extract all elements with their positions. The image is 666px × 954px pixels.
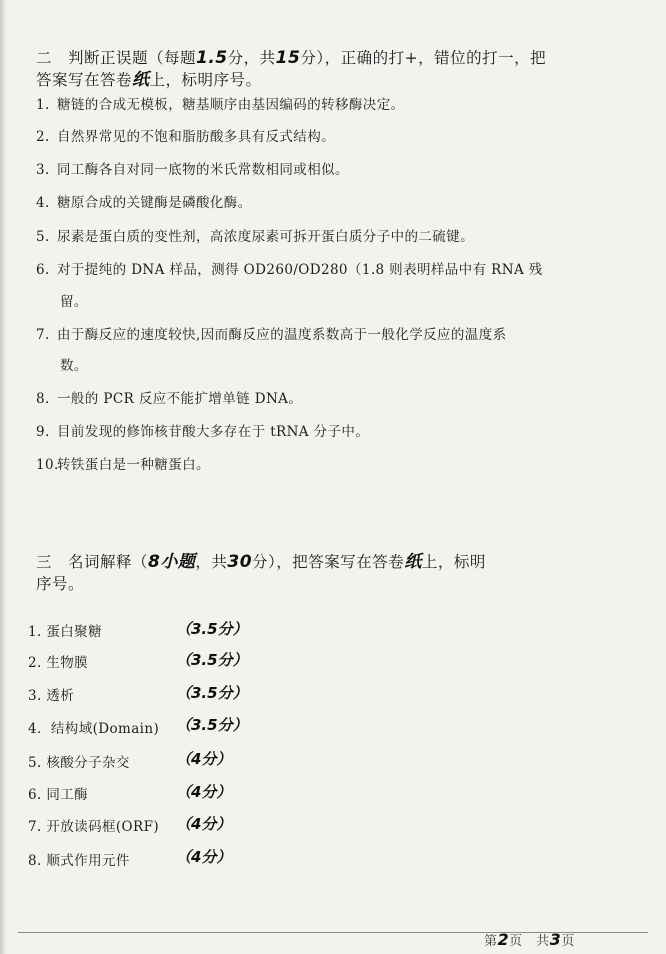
section2-total-score: 15 <box>275 48 301 68</box>
item-text: 糖原合成的关键酶是磷酸化酶。 <box>57 195 252 211</box>
section3-heading <box>36 550 576 574</box>
tf-item-7-continuation: 数。 <box>60 358 88 374</box>
term-item-8: 8. 顺式作用元件 <box>28 853 130 869</box>
term-item-7: 7. 开放读码框(ORF) <box>28 819 160 835</box>
scan-edge-shadow <box>0 0 6 954</box>
item-text: 对于提纯的 DNA 样品，测得 OD260/OD280（1.8 则表明样品中有 RNA 残 <box>57 262 543 278</box>
section2-handwritten-paper: 纸 <box>132 70 150 90</box>
section2-per-score: 1.5 <box>196 48 228 68</box>
term-score-8: （4分） <box>176 848 232 866</box>
page-number: 2 <box>497 930 510 949</box>
page-total: 3 <box>549 930 562 949</box>
term-item-1: 1. 蛋白聚糖 <box>28 624 102 640</box>
item-number: 2. <box>36 129 50 145</box>
item-number: 9. <box>36 424 50 440</box>
tf-item-10 <box>36 454 556 476</box>
section2-title-line2-text-1: 答案写在答卷 <box>36 71 133 89</box>
section3-total-score: 30 <box>227 552 253 572</box>
section3-heading-line2: 序号。 <box>36 575 85 593</box>
section3-title-text-4: 上，标明 <box>421 553 486 571</box>
item-number: 7. <box>36 327 50 343</box>
term-score-7: （4分） <box>176 815 232 833</box>
tf-item-9 <box>36 421 556 443</box>
section3-handwritten-paper: 纸 <box>404 552 422 572</box>
item-number: 4. <box>36 195 50 211</box>
section3-title-text-1: 三 名词解释（ <box>36 553 149 571</box>
section2-title-line2-text-2: 上，标明序号。 <box>149 71 262 89</box>
term-item-6: 6. 同工酶 <box>28 787 89 803</box>
item-number: 3. <box>36 162 50 178</box>
term-score-5: （4分） <box>176 750 232 768</box>
item-text: 目前发现的修饰核苷酸大多存在于 tRNA 分子中。 <box>57 424 370 440</box>
term-score-2: （3.5分） <box>176 651 248 669</box>
item-text: 尿素是蛋白质的变性剂，高浓度尿素可拆开蛋白质分子中的二硫键。 <box>57 229 474 245</box>
item-number: 6. <box>36 262 50 278</box>
section2-heading <box>36 46 576 70</box>
term-score-6: （4分） <box>176 783 232 801</box>
term-score-3: （3.5分） <box>176 684 248 702</box>
section3-question-count: 8小题 <box>148 552 196 572</box>
tf-item-6-continuation: 留。 <box>60 294 88 310</box>
footer-text-3: 页 <box>561 934 575 949</box>
item-number: 8. <box>36 391 50 407</box>
term-item-4: 4．结构域(Domain) <box>28 721 160 737</box>
item-number: 5. <box>36 229 50 245</box>
item-text: 糖链的合成无模板，糖基顺序由基因编码的转移酶决定。 <box>57 97 405 113</box>
section2-heading-line2 <box>36 68 576 92</box>
tf-item-4 <box>36 192 556 214</box>
term-item-2: 2. 生物膜 <box>28 655 89 671</box>
footer-text-1: 第 <box>484 934 498 949</box>
item-text: 转铁蛋白是一种糖蛋白。 <box>57 457 210 473</box>
item-number: 1. <box>36 97 50 113</box>
section2-title-text-1: 二 判断正误题（每题 <box>36 49 197 67</box>
tf-item-7 <box>36 324 556 346</box>
term-item-3: 3. 透析 <box>28 688 75 704</box>
item-text: 由于酶反应的速度较快,因而酶反应的温度系数高于一般化学反应的温度系 <box>57 327 507 343</box>
tf-item-2 <box>36 126 556 148</box>
item-text: 同工酶各自对同一底物的米氏常数相同或相似。 <box>57 162 349 178</box>
section2-title-text-3: 分），正确的打+，错位的打一，把 <box>300 49 547 67</box>
term-item-5: 5. 核酸分子杂交 <box>28 755 130 771</box>
section3-title-text-3: 分），把答案写在答卷 <box>252 553 405 571</box>
item-number: 10. <box>36 457 59 473</box>
tf-item-8 <box>36 388 556 410</box>
tf-item-1 <box>36 94 556 116</box>
section2-title-text-2: 分，共 <box>227 49 276 67</box>
item-text: 一般的 PCR 反应不能扩增单链 DNA。 <box>57 391 303 407</box>
tf-item-6 <box>36 259 556 281</box>
item-text: 自然界常见的不饱和脂肪酸多具有反式结构。 <box>57 129 335 145</box>
tf-item-5 <box>36 226 556 248</box>
footer-text-2: 页 共 <box>509 934 550 949</box>
term-score-4: （3.5分） <box>176 716 248 734</box>
page-footer <box>484 930 575 949</box>
term-score-1: （3.5分） <box>176 620 248 638</box>
section3-title-text-2: ，共 <box>195 553 228 571</box>
tf-item-3 <box>36 159 556 181</box>
